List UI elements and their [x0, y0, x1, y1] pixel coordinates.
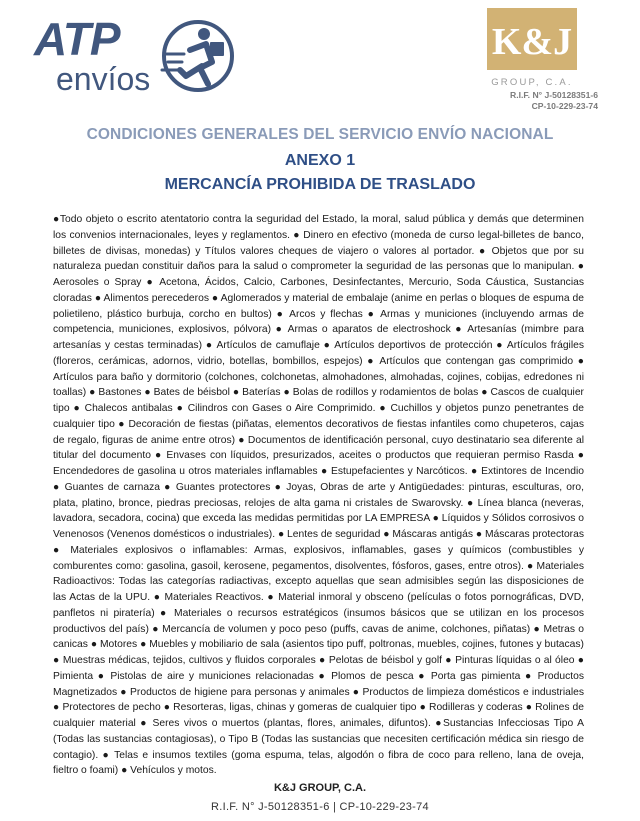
kj-cp-number: CP-10-229-23-74 — [531, 101, 598, 111]
kj-registration-info — [510, 90, 598, 112]
kj-logo-subtitle: GROUP, C.A. — [491, 77, 573, 88]
annex-subtitle: MERCANCÍA PROHIBIDA DE TRASLADO — [164, 176, 476, 193]
kj-rif-number: R.I.F. N° J-50128351-6 — [510, 90, 598, 100]
atp-logo-text: ATP — [34, 13, 120, 65]
kj-group-logo — [481, 6, 583, 90]
annex-heading: ANEXO 1 — [284, 152, 356, 169]
atp-envios-logo — [30, 10, 235, 102]
kj-logo-mark: K&J — [491, 21, 573, 63]
document-title: CONDICIONES GENERALES DEL SERVICIO ENVÍO NACIONAL — [86, 126, 554, 143]
prohibited-items-paragraph: ●Todo objeto o escrito atentatorio contra la seguridad del Estado, la moral, salud pública y demás que determinen los convenios internacionales, leyes y reglamentos. ● Dinero en efectivo (moneda de curso legal-billetes de banco, billetes de divisas, monedas) y Títulos valores cheques de viajero o valores al portador. ● Objetos que por su naturaleza puedan constituir daños para la salud o comprometer la seguridad de las personas que lo manipulan. ● Aerosoles o Spray ● Acetona, Ácidos, Calcio, Carbones, Desinfectantes, Mercurio, Soda Cáustica, Sustancias cloradas ● Alimentos perecederos ● Aglomerados y material de embalaje (anime en perlas o bloques de espuma de polietileno, plástico burbuja, corcho en bultos) ● Arcos y flechas ● Armas y municiones (incluyendo armas de competencia, municiones, explosivos, pólvora) ● Armas o aparatos de electroshock ● Artesanías (mimbre para artesanías y cestas terminadas) ● Artículos de camuflaje ● Artículos deportivos de protección ● Artículos frágiles (floreros, cerámicas, adornos, vidrio, botellas, bombillos, espejos) ● Artículos que contengan gas comprimido ● Artículos para baño y dormitorio (colchones, colchonetas, almohadones, almohadas, cojines, cobijas, edredones ni toallas) ● Bastones ● Bates de béisbol ● Baterías ● Bolas de rodillos y rodamientos de bolas ● Cascos de cualquier tipo ● Chalecos antibalas ● Cilindros con Gases o Aire Comprimido. ● Cuchillos y objetos punzo penetrantes de cualquier tipo ● Decoración de fiestas (piñatas, elementos decorativos de fiestas infantiles como chupeteros, cajas de regalo, figuras de anime entre otros) ● Documentos de identificación personal, cuyo destinatario sea diferente al titular del documento ● Envases con líquidos, presurizados, aceites o productos que requieran permiso Rasda ● Encendedores de gasolina u otros materiales inflamables ● Estupefacientes y Narcóticos. ● Extintores de Incendio ● Guantes de carnaza ● Guantes protectores ● Joyas, Obras de arte y Antigüedades: pinturas, esculturas, oro, plata, platino, bronce, piedras preciosas, relojes de alta gama ni cristales de Swarovsky. ● Línea blanca (neveras, lavadora, secadora, cocina) que exceda las medidas permitidas por LA EMPRESA ● Líquidos y Sólidos corrosivos o Venenosos (Venenos domésticos o industriales). ● Lentes de seguridad ● Máscaras antigás ● Máscaras protectoras ● Materiales explosivos o inflamables: Armas, explosivos, inflamables, gases y químicos (combustibles y comburentes como: gasolina, gasoil, kerosene, pegamentos, disolventes, fósforos, gases, entre otros). ● Materiales Radioactivos: Todas las categorías radiactivas, excepto aquellas que sean admisibles según las disposiciones de las Actas de la UPU. ● Materiales Reactivos. ● Material inmoral y obsceno (películas o fotos pornográficas, DVD, panfletos ni piratería) ● Materiales o recursos estratégicos (insumos básicos que se utilizan en los procesos productivos del país) ● Mercancía de volumen y poco peso (puffs, cavas de anime, colchones, piñatas) ● Metras o canicas ● Motores ● Muebles y mobiliario de sala (asientos tipo puff, poltronas, muebles, cojines, futones y butacas) ● Muestras médicas, tejidos, cultivos y fluidos corporales ● Pelotas de béisbol y golf ● Pinturas líquidas o al óleo ● Pimienta ● Pistolas de aire y municiones relacionadas ● Plomos de pesca ● Porta gas pimienta ● Productos Magnetizados ● Productos de higiene para personas y animales ● Productos de limpieza domésticos e industriales ● Protectores de pecho ● Resorteras, ligas, chinas y gomeras de cualquier tipo ● Rodilleras y coderas ● Rolines de cualquier material ● Seres vivos o muertos (plantas, flores, animales, difuntos). ●Sustancias Infecciosas Tipo A (Todas las sustancias contagiosas), o Tipo B (Todas las sustancias que necesiten certificación médica sin riesgo de contagio). ● Telas e insumos textiles (goma espuma, telas, algodón o fibra de coco para relleno, lana de oveja, fieltro o foami) ● Vehículos y motos. — [53, 214, 584, 777]
footer-registration: R.I.F. N° J-50128351-6 | CP-10-229-23-74 — [211, 801, 429, 813]
courier-runner-icon — [162, 22, 232, 90]
envios-logo-text: envíos — [56, 61, 151, 97]
footer-company-name: K&J GROUP, C.A. — [273, 782, 367, 794]
